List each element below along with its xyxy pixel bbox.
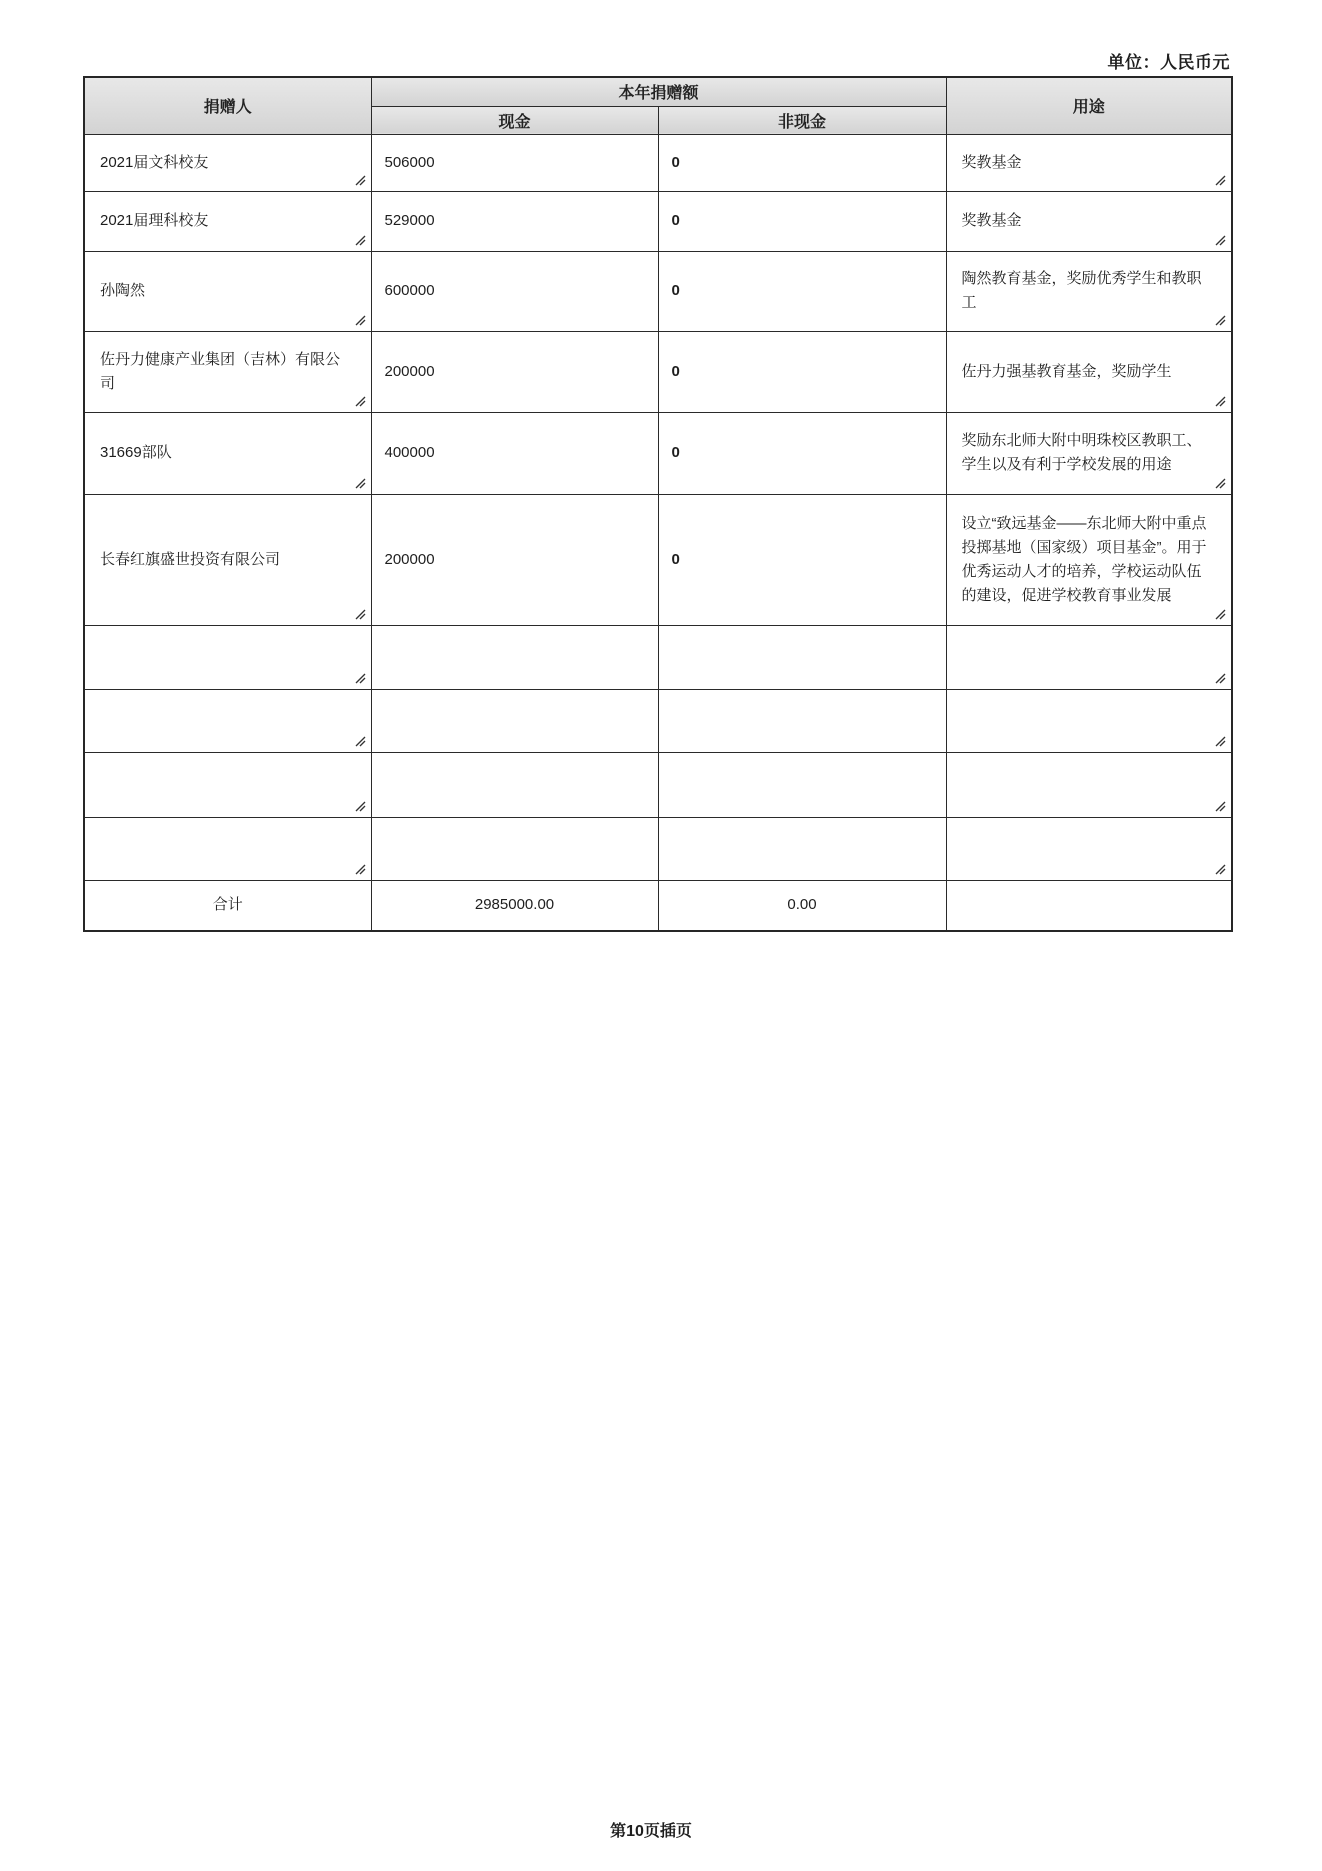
noncash-value: 0 [671,153,680,171]
donor-text: 2021届文科校友 [100,153,209,171]
cash-field[interactable] [371,494,658,625]
resize-handle-icon[interactable] [355,609,366,620]
purpose-text: 设立“致远基金——东北师大附中重点投掷基地（国家级）项目基金”。用于优秀运动人才的培养，学校运动队伍的建设，促进学校教育事业发展 [961,514,1207,604]
header-cash: 现金 [371,106,658,134]
resize-handle-icon[interactable] [1215,864,1226,875]
resize-handle-icon[interactable] [355,478,366,489]
cash-field[interactable] [371,625,658,689]
donor-field[interactable] [84,412,371,494]
noncash-field[interactable] [658,251,946,331]
resize-handle-icon[interactable] [355,736,366,747]
donor-field[interactable] [84,625,371,689]
noncash-value: 0 [671,444,680,461]
resize-handle-icon[interactable] [1215,478,1226,489]
cash-value: 400000 [384,444,435,461]
table-row [84,191,1232,251]
resize-handle-icon[interactable] [355,175,366,186]
cash-value: 200000 [384,550,435,568]
resize-handle-icon[interactable] [355,864,366,875]
resize-handle-icon[interactable] [355,801,366,812]
resize-handle-icon[interactable] [1215,801,1226,812]
purpose-field[interactable] [946,134,1232,191]
table-row [84,331,1232,412]
donor-field[interactable] [84,494,371,625]
total-cash-value: 2985000.00 [371,880,658,931]
resize-handle-icon[interactable] [355,235,366,246]
purpose-field[interactable] [946,817,1232,880]
total-label: 合计 [84,880,371,931]
resize-handle-icon[interactable] [355,673,366,684]
header-purpose: 用途 [946,77,1232,134]
total-row [84,880,1232,931]
table-row [84,412,1232,494]
empty-table-row [84,817,1232,880]
table-row [84,251,1232,331]
cash-field[interactable] [371,689,658,752]
cash-field[interactable] [371,412,658,494]
header-noncash: 非现金 [658,106,946,134]
header-row-top [84,77,1232,106]
noncash-field[interactable] [658,412,946,494]
donor-field[interactable] [84,134,371,191]
purpose-text: 陶然教育基金，奖励优秀学生和教职工 [961,270,1202,311]
donor-text: 佐丹力健康产业集团（吉林）有限公司 [100,350,341,392]
empty-table-row [84,752,1232,817]
resize-handle-icon[interactable] [1215,315,1226,326]
purpose-field[interactable] [946,412,1232,494]
cash-value: 529000 [384,212,435,229]
cash-field[interactable] [371,134,658,191]
purpose-field[interactable] [946,689,1232,752]
donor-field[interactable] [84,689,371,752]
noncash-field[interactable] [658,331,946,412]
purpose-field[interactable] [946,251,1232,331]
purpose-field[interactable] [946,191,1232,251]
cash-field[interactable] [371,251,658,331]
total-purpose-cell [946,880,1232,931]
cash-value: 600000 [384,282,435,299]
cash-value: 506000 [384,153,435,171]
resize-handle-icon[interactable] [1215,235,1226,246]
donor-text: 长春红旗盛世投资有限公司 [100,550,281,568]
resize-handle-icon[interactable] [1215,396,1226,407]
purpose-text: 奖励东北师大附中明珠校区教职工、学生以及有利于学校发展的用途 [961,432,1202,473]
noncash-value: 0 [671,282,680,299]
purpose-field[interactable] [946,625,1232,689]
donor-text: 31669部队 [100,444,172,461]
noncash-value: 0 [671,362,680,380]
donor-field[interactable] [84,251,371,331]
donation-table [83,76,1233,932]
donor-field[interactable] [84,752,371,817]
page-footer-note: 第10页插页 [610,1823,692,1840]
total-noncash-value: 0.00 [658,880,946,931]
empty-table-row [84,689,1232,752]
noncash-field[interactable] [658,494,946,625]
noncash-field[interactable] [658,134,946,191]
table-row [84,134,1232,191]
noncash-field[interactable] [658,191,946,251]
purpose-field[interactable] [946,494,1232,625]
purpose-text: 奖教基金 [961,212,1022,229]
resize-handle-icon[interactable] [1215,673,1226,684]
noncash-value: 0 [671,550,680,568]
cash-field[interactable] [371,752,658,817]
cash-field[interactable] [371,331,658,412]
unit-label: 单位：人民币元 [1107,53,1230,72]
cash-value: 200000 [384,362,435,380]
purpose-field[interactable] [946,752,1232,817]
empty-table-row [84,625,1232,689]
purpose-field[interactable] [946,331,1232,412]
cash-field[interactable] [371,191,658,251]
noncash-field[interactable] [658,752,946,817]
resize-handle-icon[interactable] [355,315,366,326]
noncash-value: 0 [671,212,680,229]
noncash-field[interactable] [658,625,946,689]
resize-handle-icon[interactable] [1215,175,1226,186]
resize-handle-icon[interactable] [1215,609,1226,620]
donor-field[interactable] [84,817,371,880]
header-amount-group: 本年捐赠额 [371,77,946,106]
resize-handle-icon[interactable] [1215,736,1226,747]
donor-field[interactable] [84,191,371,251]
cash-field[interactable] [371,817,658,880]
purpose-text: 奖教基金 [961,153,1022,171]
purpose-text: 佐丹力强基教育基金，奖励学生 [961,362,1172,380]
resize-handle-icon[interactable] [355,396,366,407]
donor-text: 孙陶然 [100,282,146,299]
noncash-field[interactable] [658,689,946,752]
donor-text: 2021届理科校友 [100,212,209,229]
table-row [84,494,1232,625]
noncash-field[interactable] [658,817,946,880]
header-donor: 捐赠人 [84,77,371,134]
donor-field[interactable] [84,331,371,412]
